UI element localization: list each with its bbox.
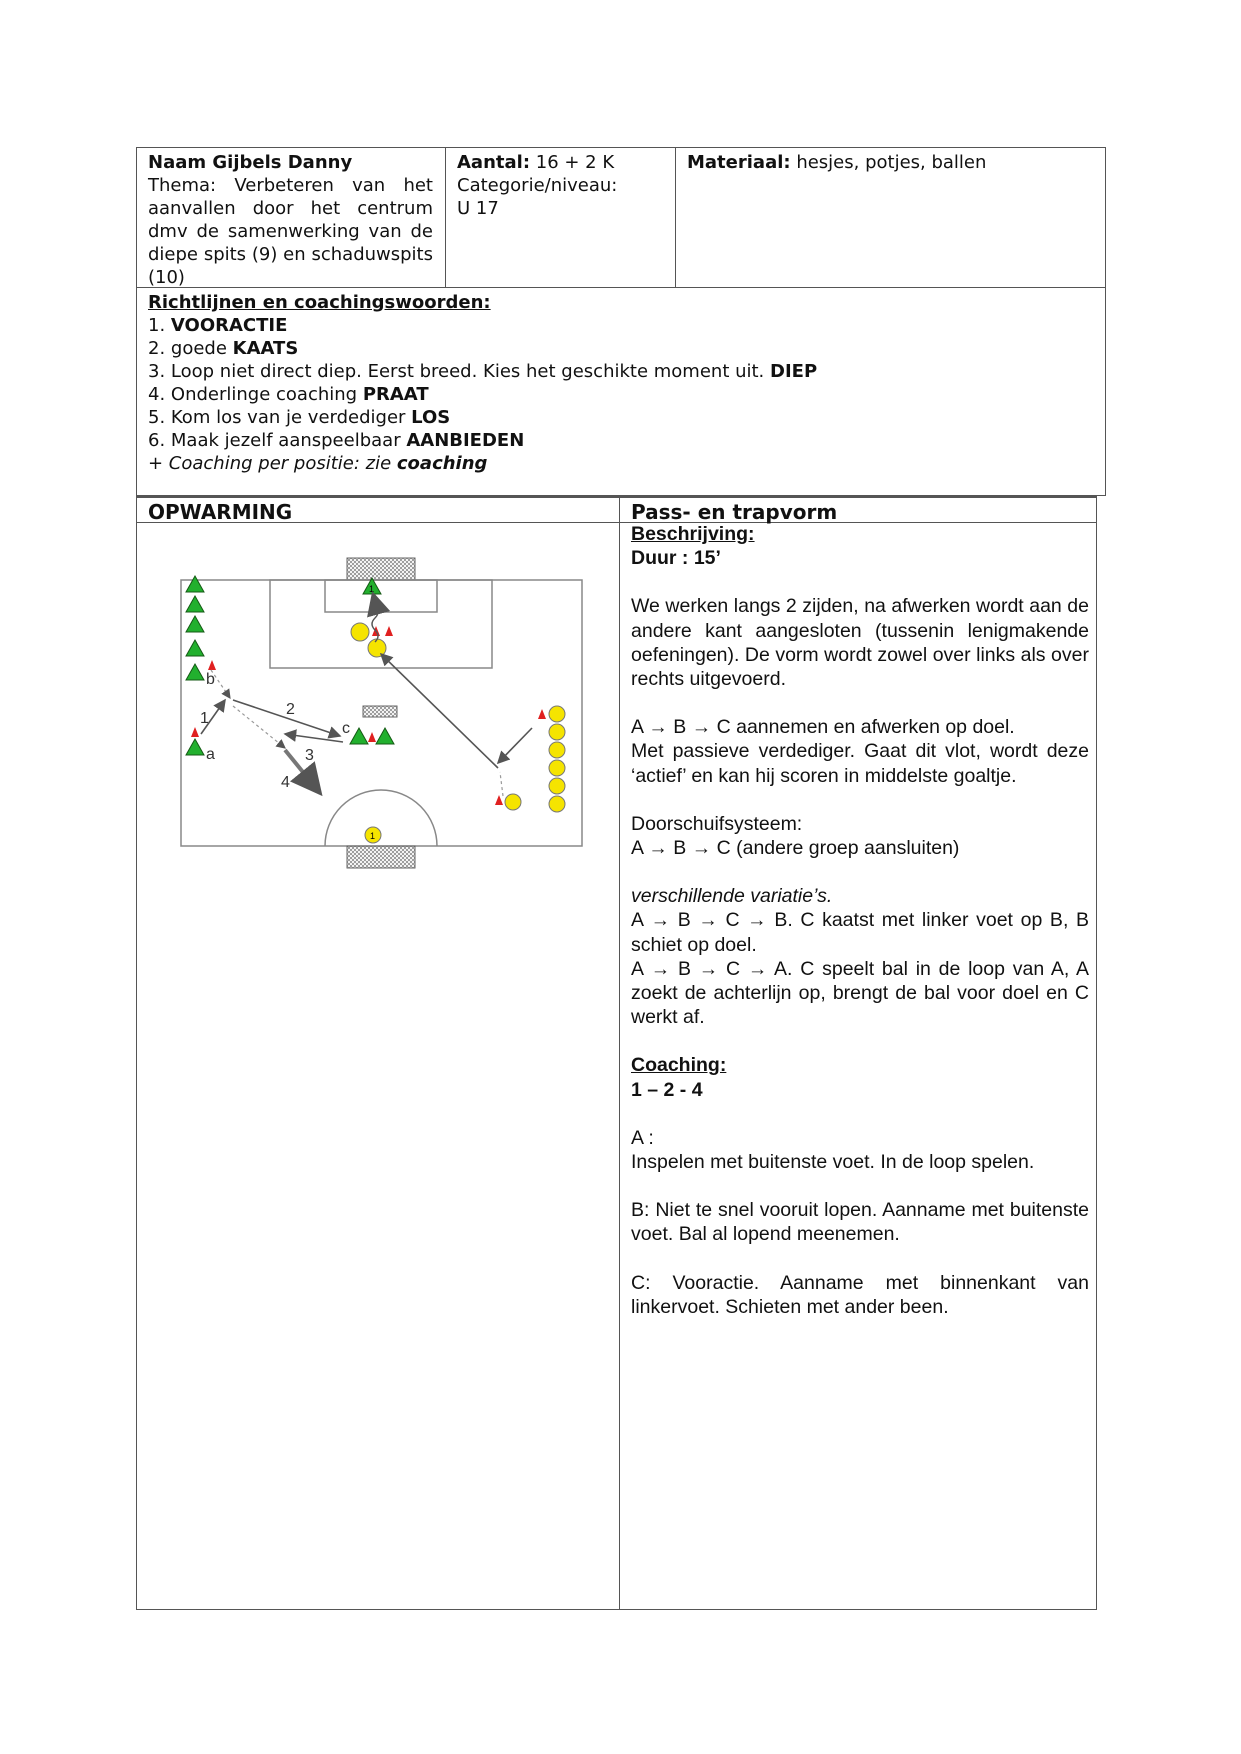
- label-c: c: [342, 720, 350, 737]
- coaching-a-text: Inspelen met buitenste voet. In de loop spelen.: [631, 1151, 1035, 1174]
- variation-2: A → B → C → A. C speelt bal in de loop van A, A zoekt de achterlijn op, brengt de bal voor doel en C werkt af.: [631, 957, 1089, 1029]
- description-text: [631, 522, 1089, 1319]
- guidelines-title: Richtlijnen en coachingswoorden:: [148, 292, 491, 313]
- coaching-numbers: 1 – 2 - 4: [631, 1078, 703, 1101]
- keeper-top-label: 1: [369, 584, 375, 594]
- header-divider-1: [445, 147, 446, 287]
- keeper-bottom-label: 1: [370, 831, 376, 841]
- aantal-value: 16 + 2 K: [530, 152, 615, 173]
- ball-player: [351, 623, 369, 641]
- description-line: A → B → C aannemen en afwerken op doel.: [631, 716, 1015, 739]
- coaching-b-text: B: Niet te snel vooruit lopen. Aanname met buitenste voet. Bal al lopend meenemen.: [631, 1199, 1089, 1246]
- materiaal-label: Materiaal:: [687, 152, 791, 173]
- description-paragraph: Met passieve verdediger. Gaat dit vlot, wordt deze ‘actief’ en kan hij scoren in middelste goaltje.: [631, 740, 1089, 787]
- guideline-extra: + Coaching per positie: zie coaching: [148, 453, 488, 474]
- guideline-item: 5. Kom los van je verdediger LOS: [148, 407, 451, 428]
- aantal-label: Aantal:: [457, 152, 531, 173]
- label-2: 2: [286, 701, 295, 718]
- guideline-item: 2. goede KAATS: [148, 338, 299, 359]
- ball-player: [549, 724, 565, 740]
- categorie-value: U 17: [457, 198, 499, 219]
- variation-1: A → B → C → B. C kaatst met linker voet op B, B schiet op doel.: [631, 909, 1089, 956]
- name-cell: [138, 149, 443, 291]
- coaching-a-label: A :: [631, 1126, 654, 1149]
- label-b: b: [206, 671, 215, 688]
- coaching-c-text: C: Vooractie. Aanname met binnenkant van linkervoet. Schieten met ander been.: [631, 1271, 1089, 1318]
- guideline-item: 4. Onderlinge coaching PRAAT: [148, 384, 429, 405]
- materiaal-value: hesjes, potjes, ballen: [790, 152, 987, 173]
- ball-player: [549, 742, 565, 758]
- bottom-goal: [347, 846, 415, 868]
- label-1: 1: [200, 710, 209, 727]
- ball-player: [549, 778, 565, 794]
- description-paragraph: We werken langs 2 zijden, na afwerken wordt aan de andere kant aangesloten (tussenin lenigmakende oefeningen). De vorm wordt zowel over links als over rechts uitgevoerd.: [631, 595, 1089, 691]
- categorie-label: Categorie/niveau:: [457, 175, 618, 196]
- guideline-item: 6. Maak jezelf aanspeelbaar AANBIEDEN: [148, 430, 525, 451]
- trainer-name: Naam Gijbels Danny: [148, 152, 353, 173]
- small-goal: [363, 706, 397, 717]
- thema-text: Thema: Verbeteren van het aanvallen door het centrum dmv de samenwerking van de diepe spits (9) en schaduwspits (10): [148, 175, 433, 288]
- guidelines-cell: [138, 289, 1098, 477]
- guideline-item: 1. VOORACTIE: [148, 315, 288, 336]
- label-4: 4: [281, 774, 290, 791]
- left-section-title: OPWARMING: [148, 500, 293, 524]
- description-title: Beschrijving:: [631, 523, 755, 545]
- right-section-title: Pass- en trapvorm: [631, 500, 838, 524]
- ball-player: [505, 794, 521, 810]
- ball-player: [368, 639, 386, 657]
- variations-title: verschillende variatie’s.: [631, 885, 833, 908]
- label-3: 3: [305, 747, 314, 764]
- exercise-column-divider: [619, 496, 620, 1610]
- ball-player: [549, 760, 565, 776]
- description-line: Doorschuifsysteem:: [631, 812, 803, 835]
- materiaal-cell: [677, 149, 1105, 176]
- aantal-cell: [447, 149, 673, 222]
- ball-player: [549, 706, 565, 722]
- header-divider-2: [675, 147, 676, 287]
- duration: Duur : 15’: [631, 547, 721, 570]
- field-diagram: [175, 550, 605, 870]
- top-goal: [347, 558, 415, 580]
- label-a: a: [206, 746, 215, 763]
- ball-player: [549, 796, 565, 812]
- guideline-item: 3. Loop niet direct diep. Eerst breed. Kies het geschikte moment uit. DIEP: [148, 361, 818, 382]
- coaching-title: Coaching:: [631, 1054, 727, 1077]
- description-line: A → B → C (andere groep aansluiten): [631, 837, 960, 860]
